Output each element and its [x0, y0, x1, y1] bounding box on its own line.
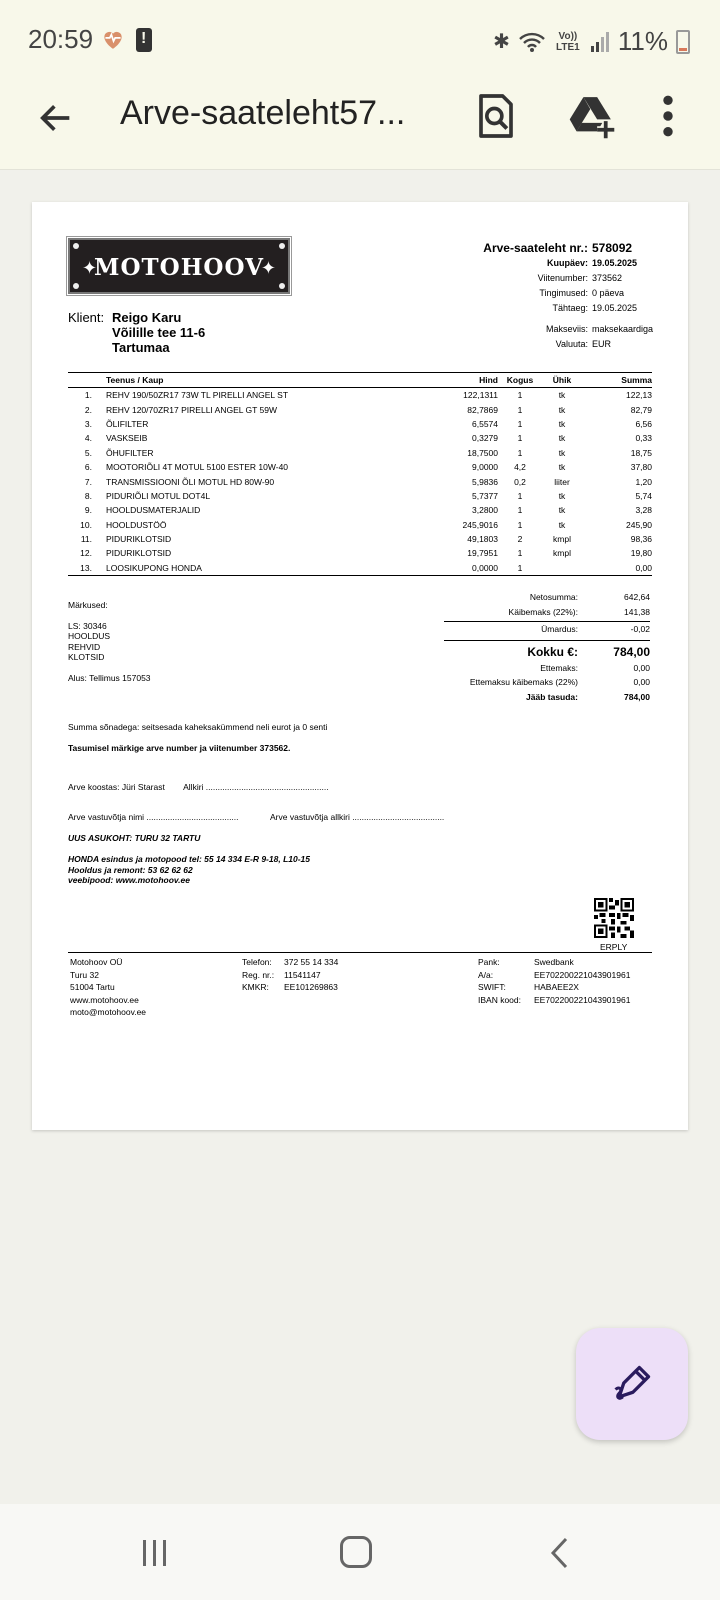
payment-note: Tasumisel märkige arve number ja viitenumber 373562.: [68, 743, 291, 753]
contact-line: Hooldus ja remont: 53 62 62 62: [68, 864, 193, 875]
item-sum: 0,00: [635, 562, 652, 573]
table-row: [68, 431, 652, 445]
prepay-label: Ettemaks:: [540, 662, 578, 673]
item-name: ÕHUFILTER: [106, 447, 154, 458]
row-number: 9.: [84, 505, 92, 516]
item-sum: 0,33: [635, 433, 652, 444]
item-qty: 1: [517, 390, 523, 401]
row-number: 4.: [84, 433, 92, 444]
edit-fab-button[interactable]: [576, 1328, 688, 1440]
table-row: [68, 518, 652, 532]
notes-label: Märkused:: [68, 600, 108, 610]
item-price: 5,9836: [472, 476, 498, 487]
item-qty: 1: [517, 404, 523, 415]
footer-label: Pank:: [478, 957, 500, 967]
item-qty: 1: [517, 418, 523, 429]
receiver-name: Arve vastuvõtja nimi .......................................: [68, 812, 239, 822]
vat-value: 141,38: [624, 606, 650, 617]
document-title: Arve-saateleht57...: [120, 94, 406, 132]
app-bar: [0, 80, 720, 170]
note-line: LS: 30346: [68, 620, 107, 631]
footer-value: EE101269863: [284, 982, 338, 992]
client-address: Võilille tee 11-6: [112, 325, 206, 340]
qr-code-icon: [594, 898, 634, 938]
item-unit: kmpl: [553, 548, 571, 559]
item-sum: 82,79: [630, 404, 652, 415]
footer-line: Turu 32: [70, 969, 99, 980]
signal-icon: [590, 31, 610, 53]
item-sum: 98,36: [630, 534, 652, 545]
col-name: Teenus / Kaup: [106, 375, 164, 385]
row-number: 5.: [84, 447, 92, 458]
footer-value: EE702200221043901961: [534, 994, 631, 1005]
col-qty: Kogus: [506, 375, 534, 385]
totals: [444, 590, 650, 704]
footer-value: Swedbank: [534, 957, 574, 967]
item-qty: 4,2: [514, 462, 526, 473]
field-value: 19.05.2025: [592, 258, 638, 268]
table-row: [68, 417, 652, 431]
item-name: LOOSIKUPONG HONDA: [106, 562, 202, 573]
field-value: maksekaardiga: [592, 324, 654, 334]
item-unit: tk: [558, 505, 566, 516]
battery-icon: [676, 30, 690, 54]
table-row: [68, 388, 652, 402]
note-line: HOOLDUS: [68, 631, 111, 641]
wifi-icon: [518, 31, 546, 53]
new-location: UUS ASUKOHT: TURU 32 TARTU: [68, 833, 201, 843]
network-label: Vo)) LTE1: [556, 30, 580, 53]
contacts: [68, 854, 310, 886]
item-qty: 0,2: [514, 476, 526, 487]
find-in-page-icon[interactable]: [476, 92, 516, 140]
row-number: 6.: [84, 462, 92, 473]
col-sum: Summa: [621, 375, 652, 385]
table-row: [68, 489, 652, 503]
prepay-value: 0,00: [633, 662, 650, 673]
heart-icon: [100, 26, 126, 52]
item-name: HOOLDUSTÖÖ: [106, 519, 167, 530]
total-label: Kokku €:: [527, 644, 578, 659]
item-price: 49,1803: [467, 534, 498, 545]
status-time: 20:59: [28, 24, 94, 54]
total-value: 784,00: [613, 644, 650, 659]
field-value: 373562: [592, 273, 623, 283]
prepay-vat-value: 0,00: [633, 677, 650, 687]
field-value: 19.05.2025: [592, 303, 638, 313]
table-row: [68, 561, 652, 575]
item-name: VASKSEIB: [106, 433, 148, 444]
item-price: 122,1311: [463, 390, 498, 401]
compiled-by: [68, 782, 329, 792]
footer-line: moto@motohoov.ee: [70, 1007, 147, 1017]
row-number: 13.: [80, 562, 92, 573]
item-unit: tk: [558, 404, 566, 415]
footer-value: EE702200221043901961: [534, 969, 631, 980]
item-sum: 122,13: [626, 390, 652, 401]
item-name: PIDURIKLOTSID: [106, 548, 172, 559]
field-label: Viitenumber:: [537, 273, 588, 283]
item-unit: liiter: [554, 476, 570, 487]
row-number: 3.: [84, 418, 92, 429]
footer-label: Telefon:: [242, 957, 272, 967]
status-bar: [0, 0, 720, 80]
item-qty: 1: [517, 433, 523, 444]
home-icon[interactable]: [340, 1536, 372, 1568]
footer-bank-labels: [478, 956, 521, 1006]
item-price: 3,2800: [472, 505, 498, 516]
field-value: EUR: [592, 339, 612, 349]
footer-bank-values: [534, 956, 630, 1006]
recents-icon[interactable]: [140, 1538, 170, 1568]
item-unit: tk: [558, 462, 566, 473]
status-right: [493, 26, 690, 57]
logo-text: MOTOHOOV: [94, 254, 264, 281]
prepay-vat-label: Ettemaksu käibemaks (22%): [469, 677, 578, 687]
item-unit: tk: [558, 433, 566, 444]
item-unit: kmpl: [553, 534, 571, 545]
footer-label: A/a:: [478, 969, 494, 980]
footer: [68, 952, 652, 1016]
drive-add-icon[interactable]: [568, 92, 616, 140]
items-table: [68, 372, 652, 576]
invoice-header: [348, 240, 654, 352]
row-number: 8.: [84, 490, 92, 501]
item-price: 5,7377: [472, 490, 498, 501]
notes: [68, 600, 151, 683]
signature-line: Allkiri ....................................................: [183, 782, 329, 792]
rounding-value: -0,02: [630, 624, 650, 634]
field-label: Valuuta:: [555, 339, 588, 349]
footer-line: Motohoov OÜ: [70, 957, 123, 967]
footer-label: KMKR:: [242, 982, 269, 992]
net-label: Netosumma:: [529, 592, 578, 602]
footer-value: 11541147: [284, 969, 321, 980]
due-label: Jääb tasuda:: [526, 691, 578, 702]
item-unit: tk: [558, 418, 566, 429]
contact-line: HONDA esindus ja motopood tel: 55 14 334 E-R 9-18, L10-15: [68, 854, 311, 864]
table-row: [68, 446, 652, 460]
field-label: Kuupäev:: [546, 258, 588, 268]
item-price: 82,7869: [467, 404, 498, 415]
item-price: 0,0000: [472, 562, 498, 573]
note-line: REHVID: [68, 641, 101, 652]
table-row: [68, 503, 652, 517]
row-number: 12.: [80, 548, 92, 559]
invoice-title: Arve-saateleht nr.:: [483, 241, 588, 255]
row-number: 11.: [80, 534, 92, 545]
col-price: Hind: [479, 375, 498, 385]
due-value: 784,00: [624, 691, 650, 702]
table-row: [68, 532, 652, 546]
field-label: Tingimused:: [539, 288, 588, 298]
compiled-by-text: Arve koostas: Jüri Starast: [68, 782, 165, 792]
table-body: [68, 388, 652, 575]
item-qty: 1: [517, 519, 523, 530]
footer-value: 372 55 14 334: [284, 957, 339, 967]
item-name: PIDURIKLOTSID: [106, 534, 172, 545]
item-name: PIDURIÕLI MOTUL DOT4L: [106, 490, 211, 501]
bluetooth-icon: ✱: [493, 31, 510, 53]
item-sum: 37,80: [630, 462, 652, 473]
rounding-label: Ümardus:: [541, 624, 578, 634]
footer-line: 51004 Tartu: [70, 982, 115, 992]
item-sum: 1,20: [635, 476, 652, 487]
note-line: KLOTSID: [68, 652, 105, 662]
client-name: Reigo Karu: [112, 310, 182, 325]
footer-contact-values: [284, 956, 338, 994]
footer-label: SWIFT:: [478, 982, 506, 992]
item-sum: 3,28: [635, 505, 652, 516]
field-value: 0 päeva: [592, 288, 625, 298]
table-row: [68, 474, 652, 488]
client-label: Klient:: [68, 310, 105, 325]
item-price: 19,7951: [467, 548, 498, 559]
item-qty: 1: [517, 562, 523, 573]
table-row: [68, 402, 652, 416]
client-region: Tartumaa: [112, 340, 170, 355]
item-qty: 1: [517, 548, 523, 559]
item-name: REHV 120/70ZR17 PIRELLI ANGEL GT 59W: [106, 404, 278, 415]
more-vert-icon[interactable]: [660, 94, 676, 138]
qr-label: ERPLY: [600, 942, 628, 952]
navigation-bar: [0, 1504, 720, 1600]
item-name: REHV 190/50ZR17 73W TL PIRELLI ANGEL ST: [106, 390, 289, 401]
edit-pen-icon: [610, 1362, 654, 1406]
item-qty: 2: [517, 534, 523, 545]
footer-contact-labels: [242, 956, 274, 994]
back-arrow-icon[interactable]: [36, 98, 76, 138]
receiver-signature: Arve vastuvõtja allkiri .......................................: [270, 812, 445, 822]
vat-label: Käibemaks (22%):: [508, 606, 578, 617]
field-label: Tähtaeg:: [552, 303, 588, 313]
item-sum: 18,75: [630, 447, 652, 458]
net-value: 642,64: [624, 592, 650, 602]
sum-in-words: Summa sõnadega: seitsesada kaheksakümmend neli eurot ja 0 senti: [68, 722, 328, 732]
row-number: 1.: [84, 390, 92, 401]
alert-icon: [136, 28, 152, 52]
footer-label: IBAN kood:: [478, 994, 521, 1005]
row-number: 7.: [84, 476, 92, 487]
item-unit: tk: [558, 390, 566, 401]
item-unit: tk: [558, 519, 566, 530]
item-name: TRANSMISSIOONI ÕLI MOTUL HD 80W-90: [106, 476, 275, 487]
battery-percent: 11%: [617, 26, 668, 56]
footer-value: HABAEE2X: [534, 982, 579, 992]
table-row: [68, 546, 652, 560]
order-reference: Alus: Tellimus 157053: [68, 672, 151, 683]
item-price: 18,7500: [467, 447, 498, 458]
item-name: HOOLDUSMATERJALID: [106, 505, 201, 516]
item-sum: 19,80: [630, 548, 652, 559]
footer-company: [70, 956, 146, 1019]
item-qty: 1: [517, 505, 523, 516]
item-sum: 6,56: [635, 418, 652, 429]
item-price: 6,5574: [472, 418, 498, 429]
company-logo: ✦ ✦ MOTOHOOV: [68, 238, 290, 294]
item-price: 0,3279: [472, 433, 498, 444]
item-qty: 1: [517, 447, 523, 458]
field-label: Makseviis:: [545, 324, 588, 334]
footer-line: www.motohoov.ee: [70, 994, 139, 1005]
row-number: 10.: [80, 519, 92, 530]
back-icon[interactable]: [548, 1536, 572, 1570]
item-unit: tk: [558, 447, 566, 458]
item-sum: 245,90: [626, 519, 652, 530]
contact-line: veebipood: www.motohoov.ee: [68, 875, 191, 885]
table-row: [68, 460, 652, 474]
invoice-number: 578092: [592, 241, 633, 255]
table-header: [68, 372, 652, 388]
col-unit: Ühik: [552, 375, 572, 385]
item-name: ÕLIFILTER: [106, 418, 149, 429]
item-price: 9,0000: [472, 462, 498, 473]
item-qty: 1: [517, 490, 523, 501]
pdf-page[interactable]: [32, 202, 688, 1130]
item-sum: 5,74: [635, 490, 652, 501]
item-name: MOOTORIÕLI 4T MOTUL 5100 ESTER 10W-40: [106, 462, 289, 473]
item-price: 245,9016: [462, 519, 498, 530]
item-unit: tk: [558, 490, 566, 501]
footer-label: Reg. nr.:: [242, 969, 275, 980]
row-number: 2.: [84, 404, 92, 415]
